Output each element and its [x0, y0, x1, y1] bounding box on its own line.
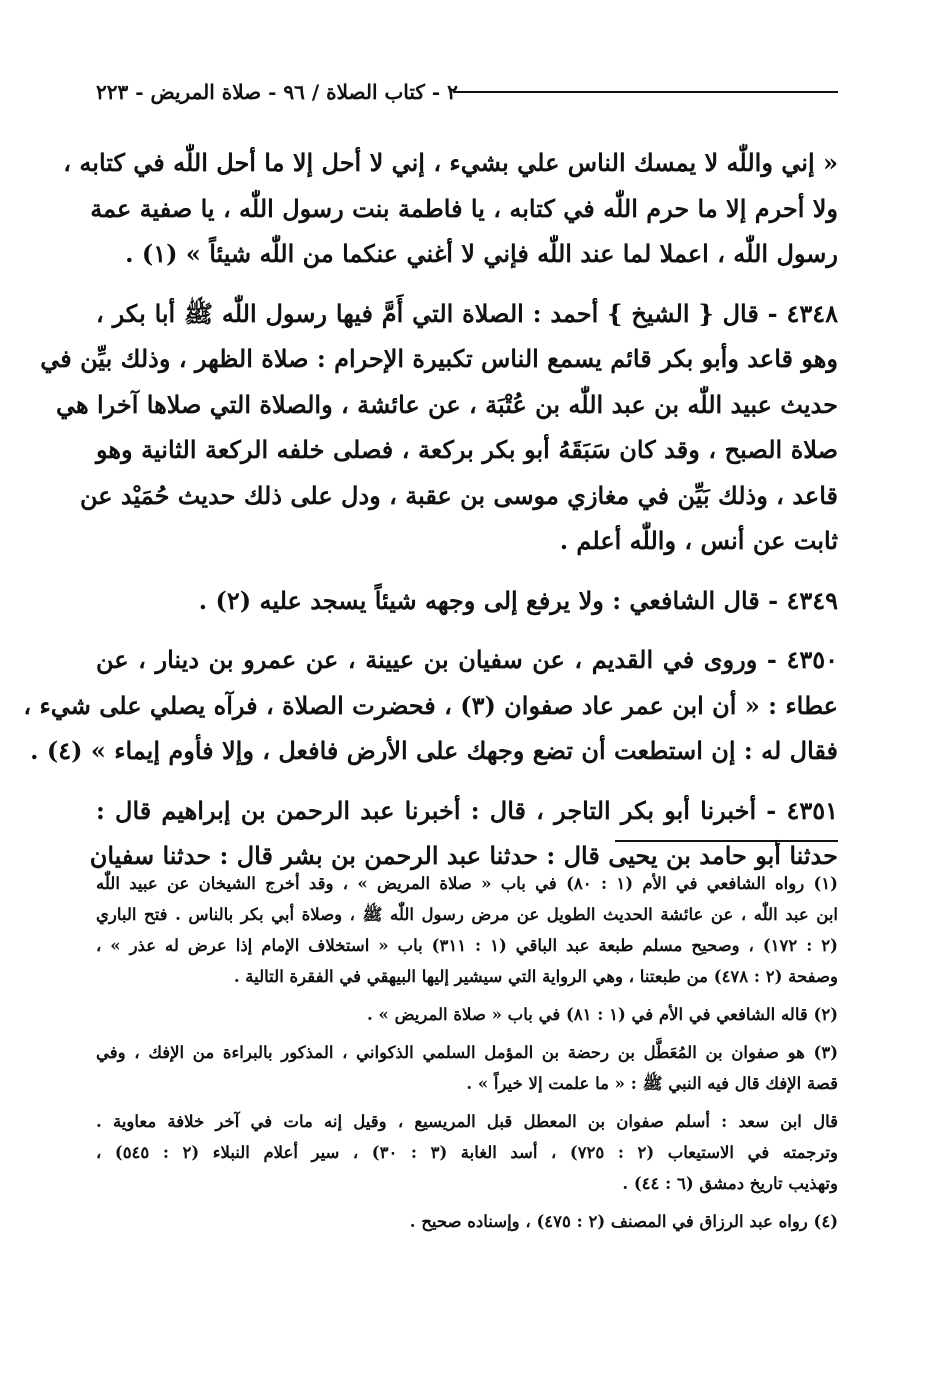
text-line: قاعد ، وذلك بَيِّن في مغازي موسى بن عقبة ، ودل على ذلك حديث حُمَيْد عن	[79, 480, 838, 510]
footnote-line: وترجمته في الاستيعاب (٢ : ٧٢٥) ، أسد الغابة (٣ : ٣٠) ، سير أعلام النبلاء (٢ : ٥٤٥) ،	[96, 1143, 838, 1162]
footnote-1	[96, 868, 838, 992]
text-line: « إني واللّٰه لا يمسك الناس علي بشيء ، إني لا أحل إلا ما أحل اللّٰه في كتابه ،	[63, 148, 838, 177]
footnote-line: ابن عبد اللّٰه ، عن عائشة الحديث الطويل عن مرض رسول اللّٰه ﷺ ، وصلاة أبي بكر بالناس . فتح الباري	[96, 905, 838, 924]
footnote-line: (٢ : ١٧٢) ، وصحيح مسلم طبعة عبد الباقي (١ : ٣١١) باب « استخلاف الإمام إذا عرض له عذر » ،	[96, 936, 838, 955]
text-line: ٤٣٥٠ - وروى في القديم ، عن سفيان بن عيينة ، عن عمرو بن دينار ، عن	[96, 645, 838, 674]
text-line: حدثنا أبو حامد بن يحيى قال : حدثنا عبد الرحمن بن بشر قال : حدثنا سفيان	[89, 841, 838, 870]
text-line: ثابت عن أنس ، واللّٰه أعلم .	[559, 526, 838, 555]
text-line: ولا أحرم إلا ما حرم اللّٰه في كتابه ، يا فاطمة بنت رسول اللّٰه ، يا صفية عمة	[90, 193, 838, 223]
text-line: رسول اللّٰه ، اعملا لما عند اللّٰه فإني لا أغني عنكما من اللّٰه شيئاً » (١) .	[125, 239, 838, 268]
footnote-line: قصة الإفك قال فيه النبي ﷺ : « ما علمت إلا خيراً » .	[466, 1074, 838, 1093]
footnote-3-continued	[96, 1106, 838, 1199]
paragraph-1	[63, 140, 838, 277]
footnote-line: (٢) قاله الشافعي في الأم في (١ : ٨١) في باب « صلاة المريض » .	[367, 1005, 838, 1024]
footnote-separator	[615, 840, 838, 842]
text-line: فقال له : إن استطعت أن تضع وجهك على الأرض فافعل ، وإلا فأوم إيماء » (٤) .	[30, 736, 838, 765]
footnote-2	[96, 999, 838, 1030]
text-line: ٤٣٤٨ - قال { الشيخ } أحمد : الصلاة التي أَمَّ فيها رسول اللّٰه ﷺ أبا بكر ،	[96, 298, 838, 328]
paragraph-4351	[89, 788, 838, 879]
paragraph-4350	[23, 637, 838, 774]
text-line: وهو قاعد وأبو بكر قائم يسمع الناس تكبيرة الإحرام : صلاة الظهر ، وذلك بيِّن في	[40, 344, 838, 373]
footnote-3	[96, 1037, 838, 1099]
paragraph-4349	[96, 578, 838, 624]
header-title: ٢ - كتاب الصلاة / ٩٦ - صلاة المريض - ٢٢٣	[96, 80, 458, 104]
footnote-line: قال ابن سعد : أسلم صفوان بن المعطل قبل المريسيع ، وقيل إنه مات في آخر خلافة معاوية .	[96, 1112, 838, 1131]
main-text	[23, 140, 838, 879]
footnote-line: (٣) هو صفوان بن المُعَطَّل بن رحضة بن المؤمل السلمي الذكواني ، المذكور بالبراءة من الإفك ، وفي	[96, 1043, 838, 1062]
text-line: ٤٣٤٩ - قال الشافعي : ولا يرفع إلى وجهه شيئاً يسجد عليه (٢) .	[198, 585, 838, 615]
running-header	[96, 80, 838, 110]
footnote-4	[96, 1206, 838, 1237]
text-line: عطاء : « أن ابن عمر عاد صفوان (٣) ، فحضرت الصلاة ، فرآه يصلي على شيء ،	[23, 690, 838, 720]
text-line: صلاة الصبح ، وقد كان سَبَقَهُ أبو بكر بركعة ، فصلى خلفه الركعة الثانية وهو	[96, 435, 838, 464]
footnote-line: (٤) رواه عبد الرزاق في المصنف (٢ : ٤٧٥) ، وإسناده صحيح .	[409, 1212, 838, 1231]
footnote-line: وتهذيب تاريخ دمشق (٦ : ٤٤) .	[622, 1174, 838, 1193]
footnote-line: (١) رواه الشافعي في الأم (١ : ٨٠) في باب « صلاة المريض » ، وقد أخرج الشيخان عن عبيد اللّٰه	[96, 874, 838, 893]
text-line: حديث عبيد اللّٰه بن عبد اللّٰه بن عُتْبَة ، عن عائشة ، والصلاة التي صلاها آخرا هي	[55, 389, 838, 419]
footnote-line: وصفحة (٢ : ٤٧٨) من طبعتنا ، وهي الرواية التي سيشير إليها البيهقي في الفقرة التالية .	[233, 967, 838, 986]
footnotes	[96, 868, 838, 1237]
text-line: ٤٣٥١ - أخبرنا أبو بكر التاجر ، قال : أخبرنا عبد الرحمن بن إبراهيم قال :	[96, 795, 838, 825]
header-rule	[453, 91, 838, 93]
paragraph-4348	[40, 291, 838, 564]
